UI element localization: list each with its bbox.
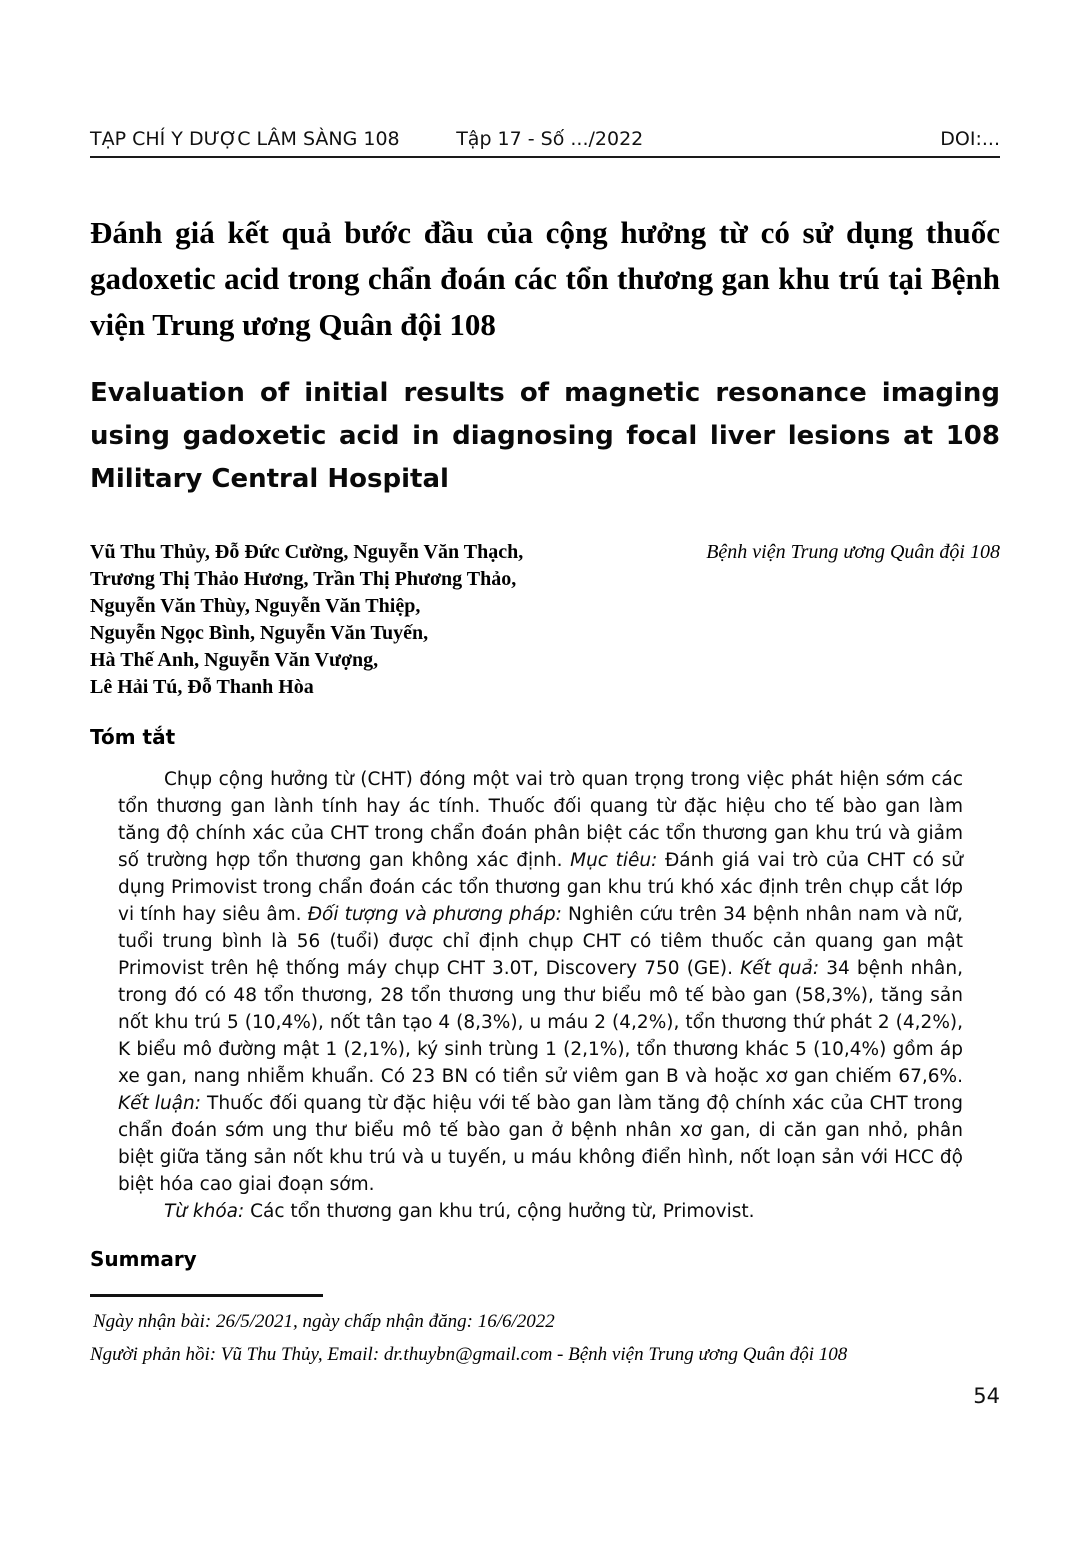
text-run: Các tổn thương gan khu trú, cộng hưởng từ, Primovist. [250, 1201, 755, 1222]
article-title-vietnamese: Đánh giá kết quả bước đầu của cộng hưởng từ có sử dụng thuốc gadoxetic acid trong chẩn đoán các tổn thương gan khu trú tại Bệnh viện Trung ương Quân đội 108 [90, 215, 1000, 342]
article-title-english: Evaluation of initial results of magnetic resonance imaging using gadoxetic acid in diagnosing focal liver lesions at 108 Military Central Hospital [90, 378, 1000, 494]
footnote-divider [90, 1294, 323, 1297]
footnote-received: Ngày nhận bài: 26/5/2021, ngày chấp nhận đăng: 16/6/2022 [93, 1311, 555, 1332]
summary-heading: Summary [90, 1247, 197, 1271]
text-run: 34 bệnh nhân, trong đó có 48 tổn thương, 28 tổn thương ung thư biểu mô tế bào gan (58,3%), tăng sản nốt khu trú 5 (10,4%), nốt tân tạo 4 (8,3%), u máu 2 (4,2%), tổn thương thứ phát 2 (4,2%), K biểu mô đường mật 1 (2,1%), ký sinh trùng 1 (2,1%), tổn thương khác 5 (10,4%) gồm áp xe gan, nang nhiễm khuẩn. Có 23 BN có tiền sử viêm gan B và hoặc xơ gan chiếm 67,6%. [118, 958, 963, 1087]
authors-list [90, 539, 523, 701]
footnote-block [90, 1294, 1000, 1371]
abstract-heading: Tóm tắt [90, 725, 176, 749]
author-line: Nguyễn Văn Thùy, Nguyễn Văn Thiệp, [90, 595, 421, 617]
text-run: Nghiên cứu trên 34 bệnh nhân nam và nữ, tuổi trung bình là 56 (tuổi) được chỉ định chụp CHT có tiêm thuốc cản quang gan mật Primovist trên hệ thống máy chụp CHT 3.0T, Discovery 750 (GE). [118, 904, 964, 979]
byline [90, 539, 1000, 701]
journal-name: TẠP CHÍ Y DƯỢC LÂM SÀNG 108 [90, 128, 400, 150]
author-line: Lê Hải Tú, Đỗ Thanh Hòa [90, 676, 314, 698]
italic-run: Kết luận: [118, 1093, 208, 1114]
italic-run: Kết quả: [740, 958, 827, 979]
italic-run: Mục tiêu: [570, 850, 665, 871]
footnote-correspondence: Người phản hồi: Vũ Thu Thủy, Email: dr.thuybn@gmail.com - Bệnh viện Trung ương Quân đội 108 [90, 1344, 848, 1365]
author-line: Vũ Thu Thủy, Đỗ Đức Cường, Nguyễn Văn Thạch, [90, 541, 524, 563]
affiliation: Bệnh viện Trung ương Quân đội 108 [706, 541, 1000, 563]
issue-info: Tập 17 - Số .../2022 [456, 128, 644, 150]
doi-text: DOI:... [940, 128, 1001, 150]
author-line: Trương Thị Thảo Hương, Trần Thị Phương Thảo, [90, 568, 517, 590]
abstract-paragraph [118, 766, 963, 1198]
keywords-line [118, 1198, 963, 1225]
italic-run: Đối tượng và phương pháp: [307, 904, 568, 925]
header-divider [90, 156, 1000, 158]
italic-run: Từ khóa: [164, 1201, 251, 1222]
running-header [90, 0, 1000, 150]
text-run: Chụp cộng hưởng từ (CHT) đóng một vai trò quan trọng trong việc phát hiện sớm các tổn thương gan lành tính hay ác tính. Thuốc đối quang từ đặc hiệu cho tế bào gan làm tăng độ chính xác của CHT trong chẩn đoán phân biệt các tổn thương gan khu trú và giảm số trường hợp tổn thương gan không xác định. [118, 769, 963, 871]
author-line: Nguyễn Ngọc Bình, Nguyễn Văn Tuyến, [90, 622, 429, 644]
author-line: Hà Thế Anh, Nguyễn Văn Vượng, [90, 649, 379, 671]
text-run: Đánh giá vai trò của CHT có sử dụng Primovist trong chẩn đoán các tổn thương gan khu trú khó xác định trên chụp cắt lớp vi tính hay siêu âm. [118, 850, 964, 925]
page-number: 54 [973, 1384, 1000, 1408]
text-run: Thuốc đối quang từ đặc hiệu với tế bào gan làm tăng độ chính xác của CHT trong chẩn đoán sớm ung thư biểu mô tế bào gan ở bệnh nhân xơ gan, di căn gan nhỏ, phân biệt giữa tăng sản nốt khu trú và u tuyến, u máu không điển hình, nốt loạn sản với HCC độ biệt hóa cao giai đoạn sớm. [118, 1093, 963, 1195]
